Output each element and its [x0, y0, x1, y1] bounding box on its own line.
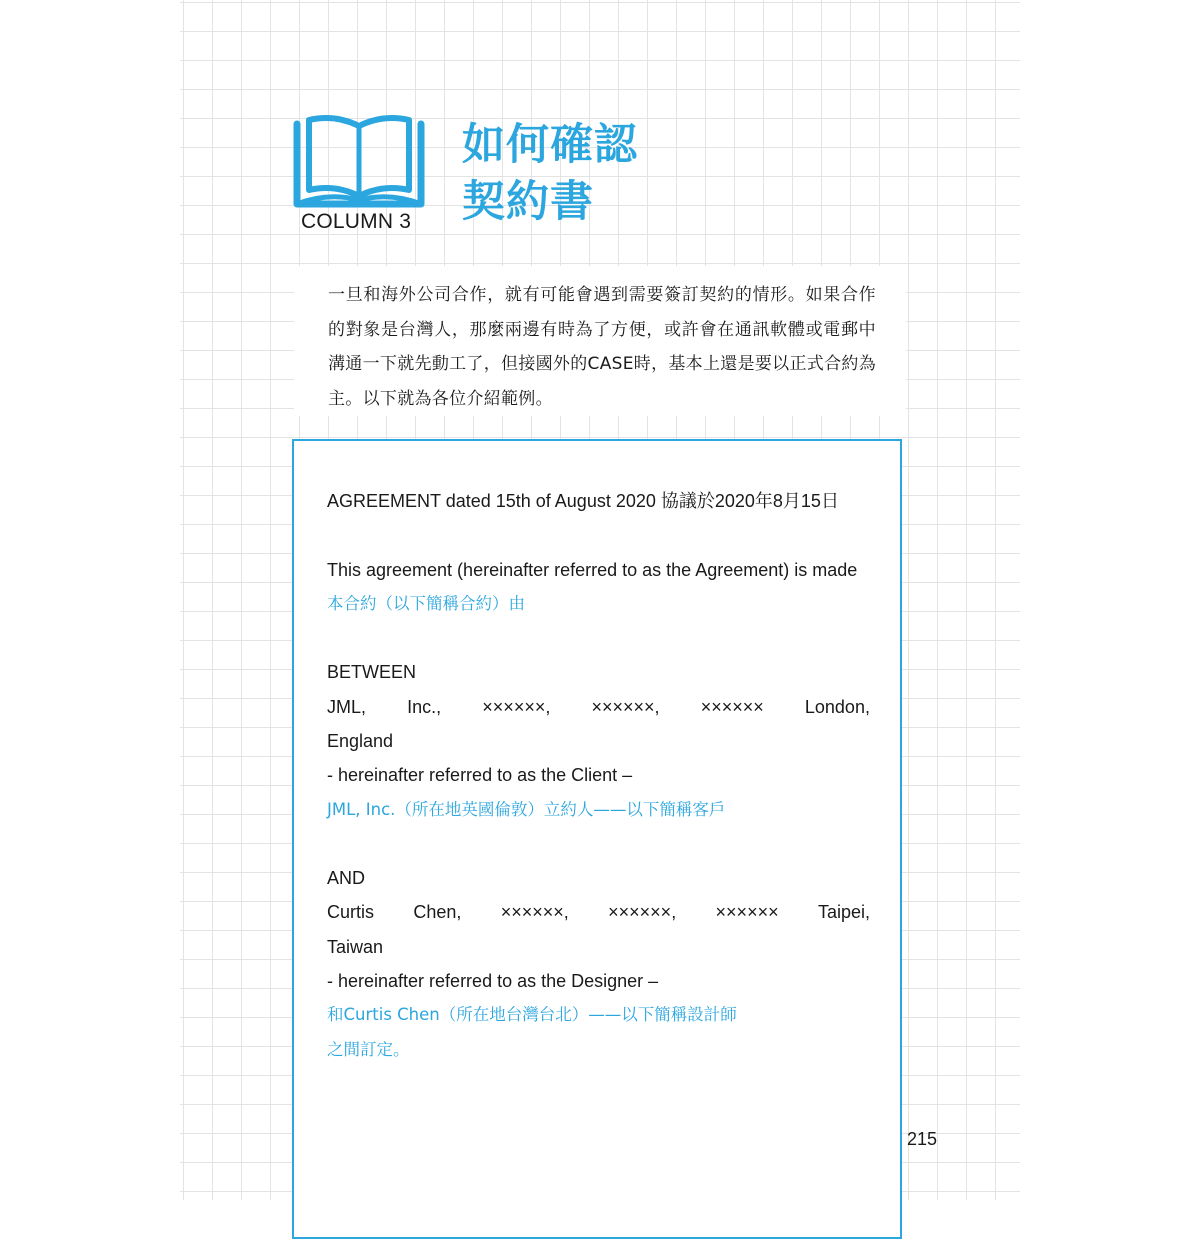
- client-role-en: - hereinafter referred to as the Client –: [327, 765, 633, 785]
- client-address-word: ××××××,: [482, 697, 551, 717]
- client-address-word: ××××××,: [591, 697, 660, 717]
- designer-address-word: Chen,: [413, 902, 462, 922]
- designer-role-zh: 和Curtis Chen（所在地台灣台北）——以下簡稱設計師: [327, 1005, 737, 1024]
- designer-address-word: Curtis: [327, 902, 375, 922]
- client-address-word: ××××××: [700, 697, 764, 717]
- title-line-1: 如何確認: [462, 120, 638, 170]
- contract-closing: 之間訂定。: [327, 1040, 410, 1059]
- column-label: COLUMN 3: [301, 210, 412, 233]
- agreement-made-en: This agreement (hereinafter referred to as the Agreement) is made: [327, 560, 858, 580]
- agreement-title: AGREEMENT dated 15th of August 2020 協議於2020年8月15日: [327, 491, 839, 511]
- page-number: 215: [907, 1129, 938, 1149]
- designer-address-word: ××××××,: [500, 902, 569, 922]
- client-address: [327, 695, 870, 719]
- designer-address: [327, 900, 870, 924]
- designer-role-en: - hereinafter referred to as the Designer –: [327, 971, 659, 991]
- client-role-zh: JML, Inc.（所在地英國倫敦）立約人——以下簡稱客戶: [327, 800, 726, 819]
- agreement-made-zh: 本合約（以下簡稱合約）由: [327, 594, 525, 613]
- open-book-icon: [293, 112, 425, 212]
- designer-address-word: Taipei,: [817, 902, 870, 922]
- between-label: BETWEEN: [327, 662, 417, 682]
- and-label: AND: [327, 868, 366, 888]
- designer-address-word: ××××××: [715, 902, 779, 922]
- client-address-word: JML,: [327, 697, 367, 717]
- designer-address-line2: Taiwan: [327, 937, 384, 957]
- page-title: [462, 117, 638, 231]
- title-line-2: 契約書: [462, 177, 594, 227]
- client-address-word: London,: [804, 697, 870, 717]
- client-address-line2: England: [327, 731, 394, 751]
- designer-address-word: ××××××,: [608, 902, 677, 922]
- intro-paragraph: 一旦和海外公司合作，就有可能會遇到需要簽訂契約的情形。如果合作的對象是台灣人，那麼兩邊有時為了方便，或許會在通訊軟體或電郵中溝通一下就先動工了，但接國外的CASE時，基本上還是要以正式合約為主。以下就為各位介紹範例。: [328, 285, 876, 409]
- client-address-word: Inc.,: [407, 697, 442, 717]
